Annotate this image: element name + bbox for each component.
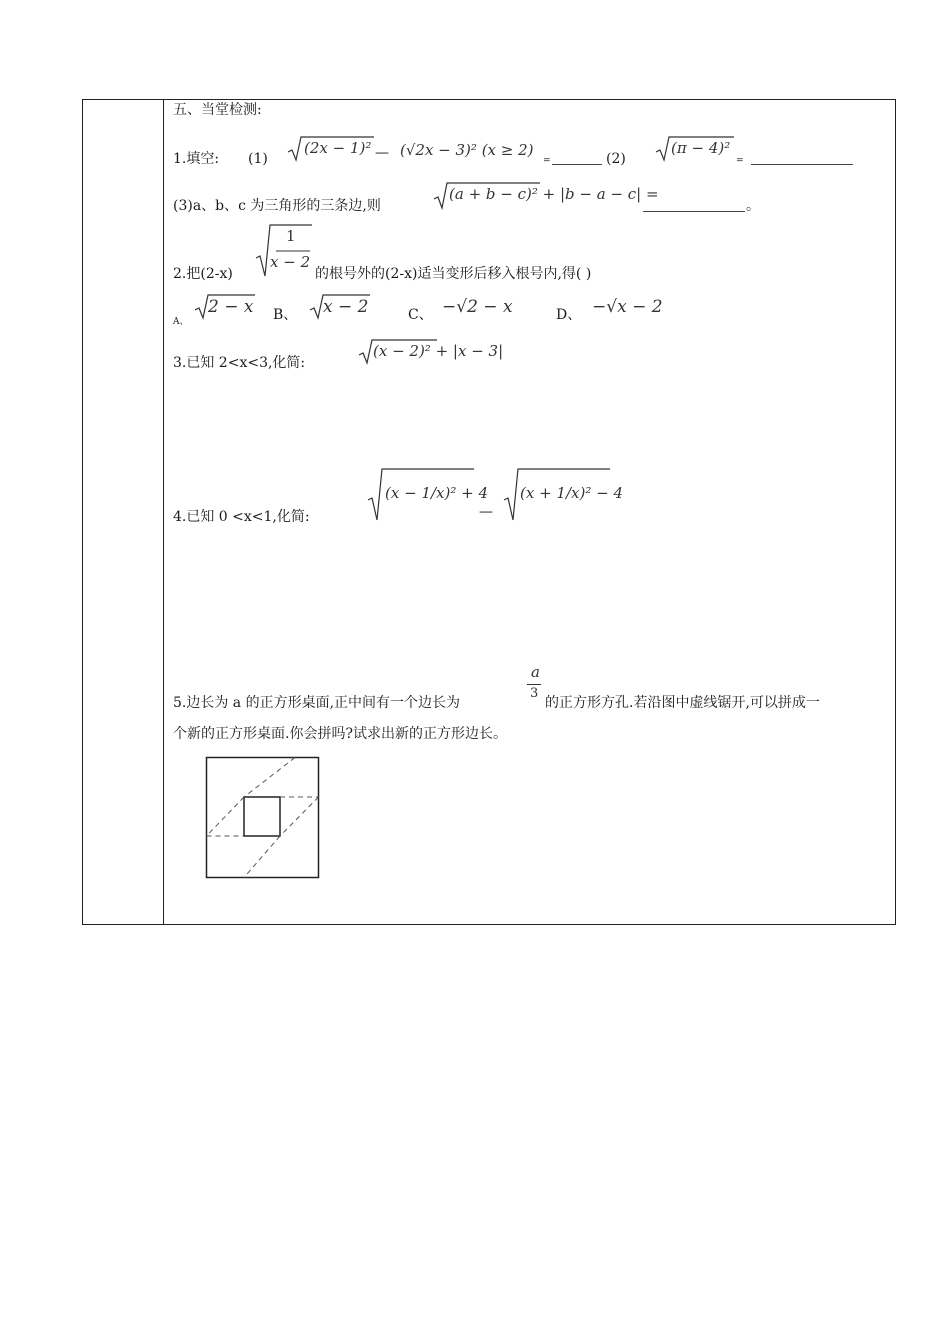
q2-opt-a-label: A、 <box>173 317 189 327</box>
cut-lines <box>207 758 319 878</box>
q1-blank1[interactable] <box>552 164 602 165</box>
q2-suffix: 的根号外的(2-x)适当变形后移入根号内,得( ) <box>315 266 592 282</box>
q1-expr1: (2x − 1)² <box>304 139 372 157</box>
q5-line2: 个新的正方形桌面.你会拼吗?试求出新的正方形边长。 <box>173 726 507 742</box>
inner-hole <box>244 797 280 836</box>
q2-radical <box>254 222 314 280</box>
q3-text: 3.已知 2<x<3,化简: <box>173 355 306 371</box>
q1-eq2: = <box>736 156 744 166</box>
q5-frac-bar <box>527 684 541 685</box>
q1-part1: (1) <box>248 151 268 167</box>
q5-line1-b: 的正方形方孔.若沿图中虚线锯开,可以拼成一 <box>545 695 820 711</box>
q4-minus: — <box>479 504 493 520</box>
q1-blank3[interactable] <box>643 211 745 212</box>
q1-label: 1.填空: <box>173 151 220 167</box>
q1-end: 。 <box>746 198 760 214</box>
q1-eq1: = <box>543 156 551 166</box>
q1-part2: (2) <box>606 151 626 167</box>
q4-expr1: (x − 1/x)² + 4 <box>385 484 488 502</box>
q1-minus: — <box>375 145 389 161</box>
q1-expr4: (a + b − c)² + |b − a − c| = <box>449 185 659 203</box>
section-title: 五、当堂检测: <box>173 102 262 118</box>
q5-line1-a: 5.边长为 a 的正方形桌面,正中间有一个边长为 <box>173 695 461 711</box>
q1-expr3: (π − 4)² <box>671 139 731 157</box>
outer-square <box>207 758 319 878</box>
q2-opt-c-label: C、 <box>408 307 433 323</box>
q2-frac-den: x − 2 <box>270 253 311 271</box>
q2-prefix: 2.把(2-x) <box>173 266 233 282</box>
q4-expr2: (x + 1/x)² − 4 <box>520 484 623 502</box>
q1-expr2: (√2x − 3)² (x ≥ 2) <box>400 141 534 159</box>
q5-frac-den: 3 <box>530 686 539 701</box>
q5-frac-num: a <box>531 663 540 681</box>
q2-opt-b: x − 2 <box>323 297 369 317</box>
q2-frac-num: 1 <box>286 227 296 245</box>
q2-opt-c: −√2 − x <box>442 297 513 317</box>
square-table-diagram <box>205 756 321 880</box>
q3-expr: (x − 2)² + |x − 3| <box>373 342 504 360</box>
q1-part3: (3)a、b、c 为三角形的三条边,则 <box>173 198 381 214</box>
column-divider <box>163 99 164 925</box>
q2-opt-a: 2 − x <box>208 297 254 317</box>
q4-text: 4.已知 0 <x<1,化简: <box>173 509 310 525</box>
q2-opt-d-label: D、 <box>556 307 582 323</box>
q2-opt-d: −√x − 2 <box>592 297 663 317</box>
q1-blank2[interactable] <box>751 164 853 165</box>
q2-opt-b-label: B、 <box>273 307 298 323</box>
